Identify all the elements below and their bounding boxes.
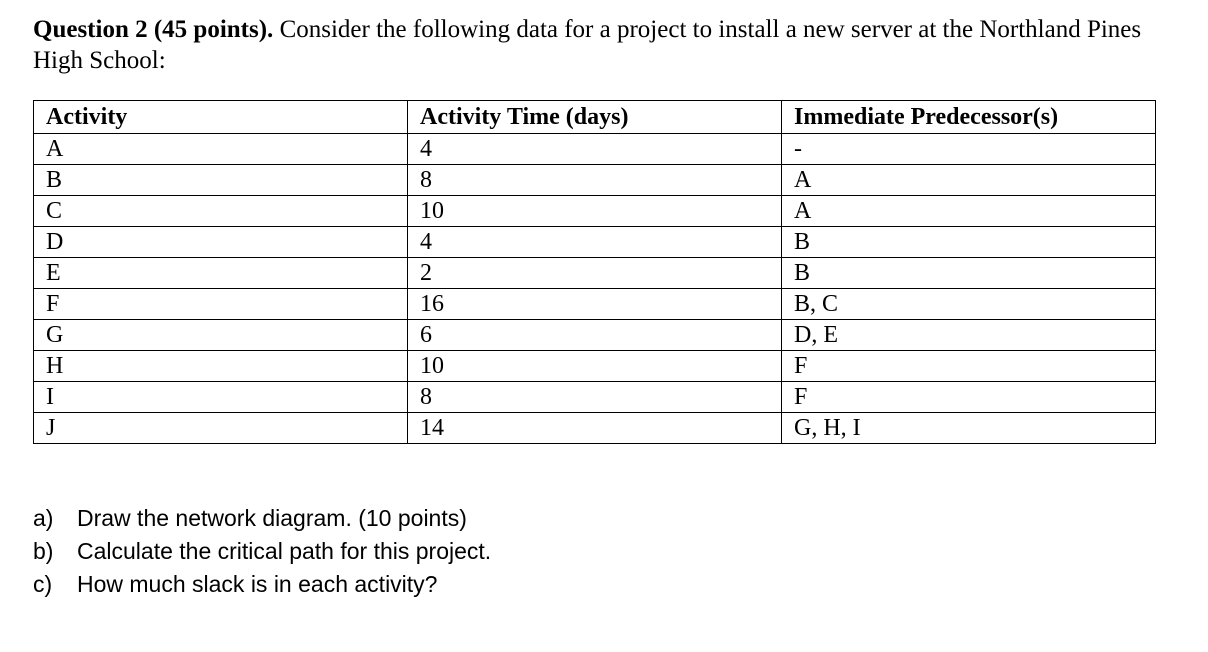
time-cell: 6 — [408, 320, 782, 351]
table-row — [34, 258, 1156, 289]
predecessor-cell: A — [782, 196, 1156, 227]
predecessor-cell: D, E — [782, 320, 1156, 351]
activity-cell: C — [34, 196, 408, 227]
table-row — [34, 351, 1156, 382]
time-cell: 14 — [408, 413, 782, 444]
table-row — [34, 134, 1156, 165]
header-activity-time: Activity Time (days) — [408, 101, 782, 134]
predecessor-cell: G, H, I — [782, 413, 1156, 444]
task-marker: b) — [33, 538, 54, 564]
time-cell: 4 — [408, 227, 782, 258]
predecessor-cell: B, C — [782, 289, 1156, 320]
task-marker: c) — [33, 571, 53, 597]
task-item-b — [33, 535, 491, 568]
predecessor-cell: F — [782, 382, 1156, 413]
activity-cell: H — [34, 351, 408, 382]
activity-cell: D — [34, 227, 408, 258]
predecessor-cell: F — [782, 351, 1156, 382]
header-activity: Activity — [34, 101, 408, 134]
task-item-a — [33, 502, 491, 535]
question-heading: Question 2 (45 points). — [33, 16, 274, 43]
table-row — [34, 196, 1156, 227]
task-text: How much slack is in each activity? — [77, 571, 438, 597]
activity-cell: B — [34, 165, 408, 196]
time-cell: 10 — [408, 196, 782, 227]
time-cell: 10 — [408, 351, 782, 382]
activity-cell: I — [34, 382, 408, 413]
table-row — [34, 227, 1156, 258]
predecessor-cell: - — [782, 134, 1156, 165]
table-row — [34, 165, 1156, 196]
activity-table — [33, 100, 1156, 444]
table-row — [34, 289, 1156, 320]
task-marker: a) — [33, 505, 54, 531]
table-row — [34, 382, 1156, 413]
table-row — [34, 413, 1156, 444]
task-list — [33, 502, 491, 601]
activity-cell: E — [34, 258, 408, 289]
question-body: Consider the following data for a project to install a new server at the Northland Pines High School: — [33, 16, 1142, 74]
activity-cell: F — [34, 289, 408, 320]
question-text — [33, 14, 1173, 76]
task-item-c — [33, 568, 491, 601]
predecessor-cell: B — [782, 227, 1156, 258]
table-header-row — [34, 101, 1156, 134]
table-row — [34, 320, 1156, 351]
activity-cell: J — [34, 413, 408, 444]
predecessor-cell: B — [782, 258, 1156, 289]
header-predecessors: Immediate Predecessor(s) — [782, 101, 1156, 134]
predecessor-cell: A — [782, 165, 1156, 196]
time-cell: 8 — [408, 165, 782, 196]
time-cell: 16 — [408, 289, 782, 320]
activity-cell: G — [34, 320, 408, 351]
task-text: Calculate the critical path for this project. — [77, 538, 492, 564]
activity-cell: A — [34, 134, 408, 165]
time-cell: 2 — [408, 258, 782, 289]
time-cell: 4 — [408, 134, 782, 165]
time-cell: 8 — [408, 382, 782, 413]
task-text: Draw the network diagram. (10 points) — [77, 505, 467, 531]
